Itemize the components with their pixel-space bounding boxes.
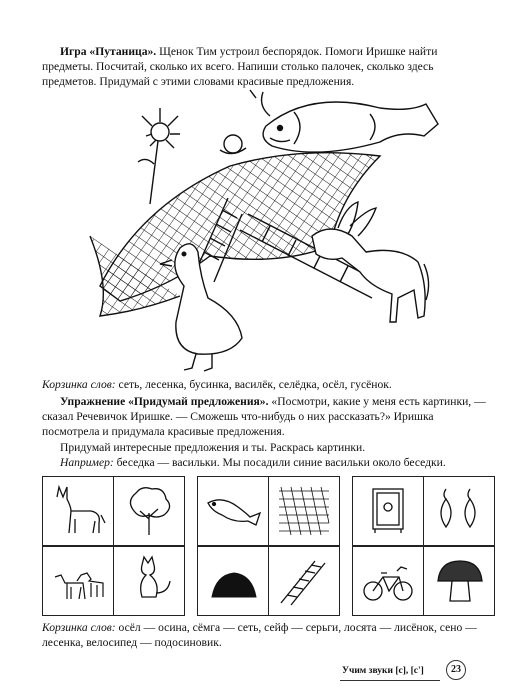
fox-cub-icon bbox=[120, 553, 178, 609]
example-label: Например: bbox=[60, 456, 114, 469]
cornflower-icon bbox=[138, 108, 180, 204]
picture-cell bbox=[269, 477, 339, 545]
safe-icon bbox=[359, 483, 417, 539]
game-paragraph bbox=[42, 44, 486, 89]
basket2-label: Корзинка слов: bbox=[42, 621, 116, 634]
picture-row-1 bbox=[42, 476, 495, 546]
exercise-text: «Посмотри, какие у меня есть картинки, — сказал Речевичок Иришке. — Сможешь что-нибудь о них рассказать?» Иришка посмотрела и придумала красивые предложения. bbox=[42, 395, 486, 438]
picture-cell bbox=[424, 477, 494, 545]
game-title: Игра «Путаница». bbox=[60, 45, 157, 58]
ladder-icon bbox=[275, 553, 333, 609]
invite-line: Придумай интересные предложения и ты. Раскрась картинки. bbox=[60, 441, 366, 454]
picture-cell bbox=[198, 547, 269, 615]
basket1-words: сеть, лесенка, бусинка, василёк, селёдка, осёл, гусёнок. bbox=[115, 378, 392, 391]
bead-icon bbox=[220, 135, 246, 154]
footer-section-title: Учим звуки [с], [с'] bbox=[342, 666, 424, 676]
picture-pair bbox=[352, 476, 495, 546]
game-text: Щенок Тим устроил беспорядок. Помоги Иришке найти предметы. Посчитай, сколько их всего. Напиши столько палочек, сколько здесь предметов. Придумай с этими словами красивые предложения. bbox=[42, 45, 438, 88]
tree-icon bbox=[120, 483, 178, 539]
picture-cell bbox=[43, 547, 114, 615]
basket1-paragraph bbox=[42, 377, 486, 392]
exercise-paragraph bbox=[42, 394, 486, 439]
bicycle-icon bbox=[359, 553, 417, 609]
picture-cell bbox=[198, 477, 269, 545]
earrings-icon bbox=[430, 483, 488, 539]
herring-icon bbox=[250, 90, 438, 152]
picture-cell bbox=[114, 477, 184, 545]
example-text: беседка — васильки. Мы посадили синие васильки около беседки. bbox=[113, 456, 446, 469]
picture-pair bbox=[197, 476, 340, 546]
picture-pair bbox=[42, 546, 185, 616]
picture-pair bbox=[42, 476, 185, 546]
page-number: 23 bbox=[446, 660, 466, 680]
fish-icon bbox=[204, 483, 262, 539]
picture-row-2 bbox=[42, 546, 495, 616]
basket2-words: осёл — осина, сёмга — сеть, сейф — серьги, лосята — лисёнок, сено — лесенка, велосипед — подосиновик. bbox=[42, 621, 477, 649]
example-paragraph bbox=[42, 455, 486, 470]
donkey-icon bbox=[49, 483, 107, 539]
basket1-label: Корзинка слов: bbox=[42, 378, 116, 391]
picture-cell bbox=[269, 547, 339, 615]
picture-cell bbox=[353, 547, 424, 615]
footer-divider bbox=[340, 680, 440, 681]
picture-pair bbox=[352, 546, 495, 616]
hay-icon bbox=[204, 553, 262, 609]
net-icon bbox=[275, 483, 333, 539]
picture-pair bbox=[197, 546, 340, 616]
picture-cell bbox=[43, 477, 114, 545]
basket2-paragraph bbox=[42, 620, 486, 650]
mushroom-icon bbox=[430, 553, 488, 609]
moose-calves-icon bbox=[49, 553, 107, 609]
picture-cell bbox=[424, 547, 494, 615]
picture-cell bbox=[353, 477, 424, 545]
exercise-title: Упражнение «Придумай предложения». bbox=[60, 395, 269, 408]
picture-cell bbox=[114, 547, 184, 615]
tangle-illustration bbox=[80, 86, 460, 376]
